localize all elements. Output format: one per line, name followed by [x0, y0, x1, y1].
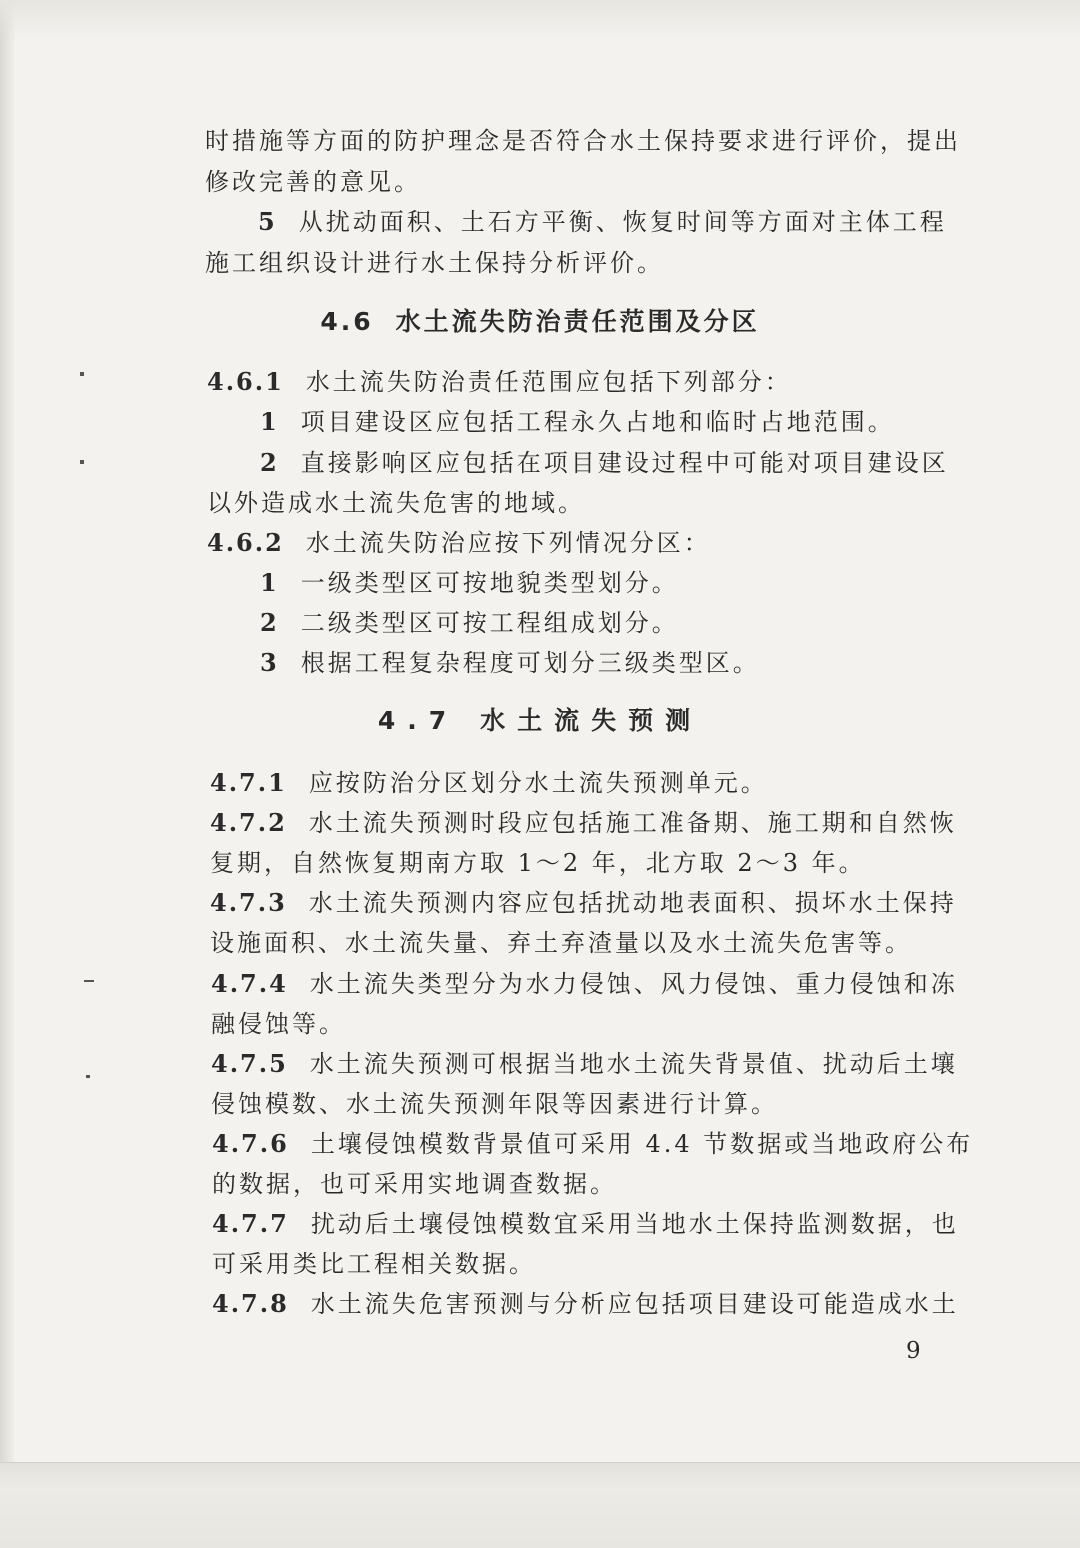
clause: [212, 1207, 959, 1241]
clause: [210, 806, 957, 840]
list-item: [260, 446, 949, 480]
item-text: 根据工程复杂程度可划分三级类型区。: [300, 649, 760, 677]
item-text: 直接影响区应包括在项目建设过程中可能对项目建设区: [300, 449, 949, 477]
body-line: 修改完善的意见。: [205, 168, 421, 196]
item-number: 1: [260, 568, 279, 597]
scan-speck: [84, 980, 94, 982]
body-line: 以外造成水土流失危害的地域。: [207, 489, 585, 517]
scan-speck: [80, 372, 84, 376]
section-number: 4.6: [320, 307, 374, 336]
clause-number: 4.6.1: [207, 367, 284, 396]
body-line: 复期，自然恢复期南方取 1～2 年，北方取 2～3 年。: [210, 849, 866, 877]
section-heading: [0, 304, 1080, 340]
body-line: 施工组织设计进行水土保持分析评价。: [205, 249, 664, 277]
clause-text: 土壤侵蚀模数背景值可采用 4.4 节数据或当地政府公布: [310, 1130, 974, 1158]
item-number: 3: [260, 648, 279, 677]
page-number: 9: [906, 1338, 921, 1364]
item-text: 项目建设区应包括工程永久占地和临时占地范围。: [300, 408, 895, 436]
clause: [211, 1047, 958, 1081]
clause-text: 水土流失类型分为水力侵蚀、风力侵蚀、重力侵蚀和冻: [309, 970, 958, 998]
item-text: 从扰动面积、土石方平衡、恢复时间等方面对主体工程: [298, 208, 947, 236]
section-title: 水土流失防治责任范围及分区: [395, 307, 760, 336]
item-number: 1: [260, 407, 279, 436]
body-line: 时措施等方面的防护理念是否符合水土保持要求进行评价，提出: [205, 127, 961, 155]
clause-number: 4.7.5: [211, 1049, 288, 1078]
clause-text: 水土流失危害预测与分析应包括项目建设可能造成水土: [310, 1290, 959, 1318]
clause: [210, 886, 957, 920]
item-number: 2: [260, 608, 279, 637]
clause-number: 4.7.6: [212, 1129, 289, 1158]
clause-number: 4.6.2: [207, 528, 284, 557]
item-number: 2: [260, 448, 279, 477]
clause: [207, 365, 792, 399]
body-line: 设施面积、水土流失量、弃土弃渣量以及水土流失危害等。: [210, 929, 912, 957]
body-line: 侵蚀模数、水土流失预测年限等因素进行计算。: [211, 1090, 778, 1118]
body-line: 可采用类比工程相关数据。: [212, 1250, 536, 1278]
section-number: 4.7: [377, 706, 459, 735]
list-item: [260, 606, 679, 640]
section-title: 水土流失预测: [480, 706, 703, 735]
item-text: 一级类型区可按地貌类型划分。: [300, 569, 679, 597]
clause-number: 4.7.1: [210, 768, 287, 797]
body-line: 的数据，也可采用实地调查数据。: [212, 1170, 617, 1198]
list-item: [260, 566, 679, 600]
clause-number: 4.7.4: [211, 969, 288, 998]
scan-speck: [80, 460, 84, 464]
clause: [211, 967, 958, 1001]
clause-number: 4.7.7: [212, 1209, 289, 1238]
list-item: [260, 405, 895, 439]
clause-text: 水土流失防治责任范围应包括下列部分：: [305, 368, 792, 396]
clause-number: 4.7.8: [212, 1289, 289, 1318]
clause-number: 4.7.3: [210, 888, 287, 917]
item-number: 5: [258, 207, 277, 236]
page-edge: [0, 0, 14, 1547]
clause-text: 应按防治分区划分水土流失预测单元。: [308, 769, 768, 797]
clause: [210, 766, 768, 800]
clause-text: 水土流失预测可根据当地水土流失背景值、扰动后土壤: [309, 1050, 958, 1078]
item-text: 二级类型区可按工程组成划分。: [300, 609, 679, 637]
body-line: 融侵蚀等。: [211, 1010, 346, 1038]
clause: [212, 1127, 973, 1161]
clause: [212, 1287, 959, 1321]
page-shadow: [0, 0, 1080, 40]
clause: [207, 526, 711, 560]
clause-text: 水土流失防治应按下列情况分区：: [305, 529, 711, 557]
page-bottom-edge: [0, 1462, 1080, 1548]
clause-text: 水土流失预测时段应包括施工准备期、施工期和自然恢: [308, 809, 957, 837]
clause-text: 水土流失预测内容应包括扰动地表面积、损坏水土保持: [308, 889, 957, 917]
list-item: [260, 646, 760, 680]
section-heading: [0, 703, 1080, 739]
clause-number: 4.7.2: [210, 808, 287, 837]
list-item: [258, 205, 947, 239]
clause-text: 扰动后土壤侵蚀模数宜采用当地水土保持监测数据，也: [310, 1210, 959, 1238]
scan-speck: [86, 1075, 90, 1078]
